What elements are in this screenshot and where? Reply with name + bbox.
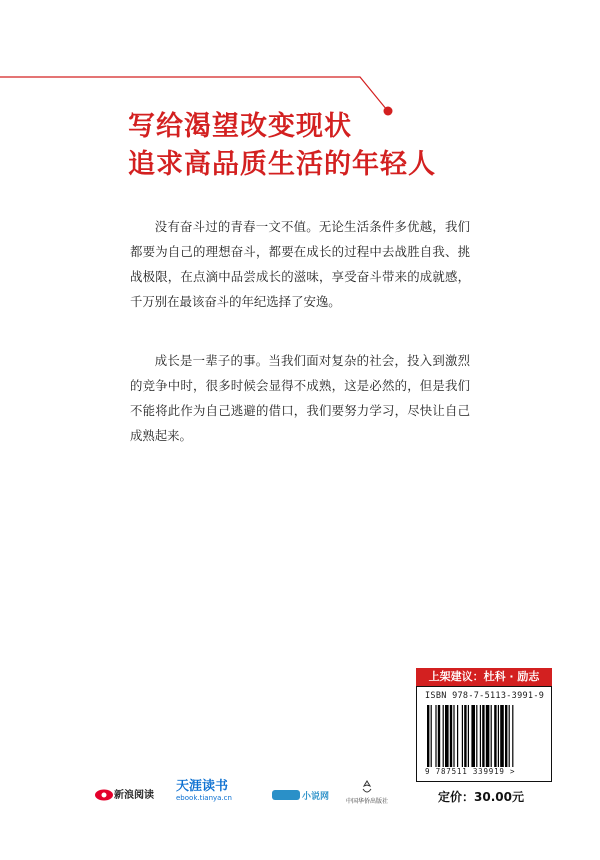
headline xyxy=(128,108,436,184)
barcode xyxy=(416,686,552,782)
tianya-logo-url: ebook.tianya.cn xyxy=(176,794,232,802)
partner-logos xyxy=(0,780,420,810)
tianya-logo xyxy=(176,780,232,803)
barcode-digits: 9 787511 339919 > xyxy=(425,767,516,776)
sina-logo-text: 新浪阅读 xyxy=(114,790,154,801)
isbn-label: ISBN 978-7-5113-3991-9 xyxy=(425,691,545,701)
headline-line-2: 追求高品质生活的年轻人 xyxy=(128,149,436,180)
chinamobile-mark-icon xyxy=(272,788,302,802)
paragraph-1: 没有奋斗过的青春一文不值。无论生活条件多优越，我们都要为自己的理想奋斗，都要在成长的过程中去战胜自我、挑战极限，在点滴中品尝成长的滋味，享受奋斗带来的成就感，千万别在最该奋斗的年纪选择了安逸。 xyxy=(130,219,470,309)
tianya-logo-text: 天涯读书 xyxy=(176,779,229,794)
publisher-logo xyxy=(346,780,388,805)
chinamobile-logo-text: 小说网 xyxy=(302,791,330,802)
paragraph-2: 成长是一辈子的事。当我们面对复杂的社会，投入到激烈的竞争中时，很多时候会显得不成熟，这是必然的，但是我们不能将此作为自己逃避的借口，我们要努力学习，尽快让自己成熟起来。 xyxy=(130,353,470,443)
body-text xyxy=(130,214,470,482)
publisher-mark-icon xyxy=(360,780,374,796)
barcode-bars xyxy=(427,705,543,767)
sina-eye-icon xyxy=(94,787,114,801)
headline-line-1: 写给渴望改变现状 xyxy=(128,111,352,142)
category-label: 上架建议：杜科 · 励志 xyxy=(416,668,552,686)
chinamobile-logo xyxy=(272,788,329,802)
price: 定价：30.00元 xyxy=(438,790,524,804)
publisher-logo-text: 中国华侨出版社 xyxy=(346,798,389,805)
sina-logo xyxy=(94,786,154,801)
